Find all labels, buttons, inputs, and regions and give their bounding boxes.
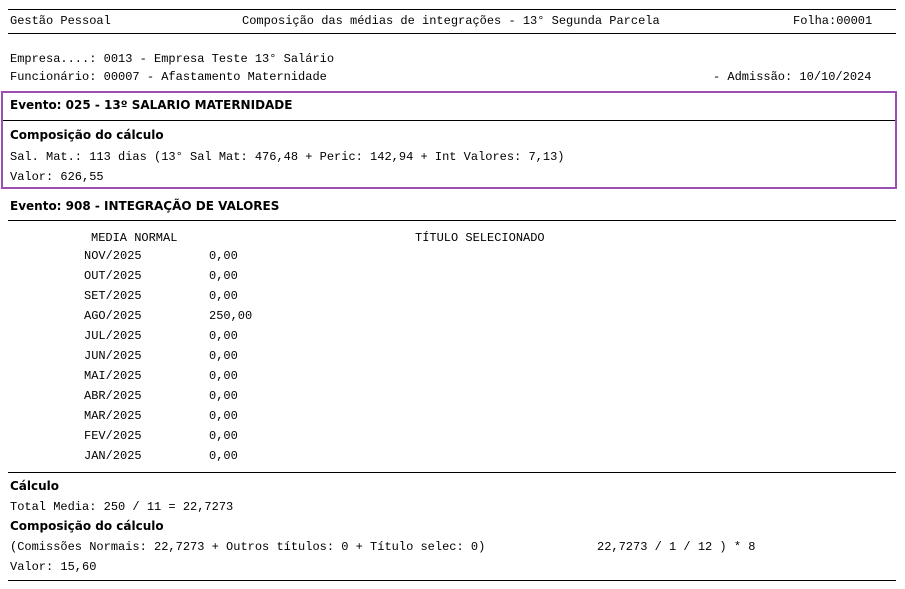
report-title: Composição das médias de integrações - 13° Segunda Parcela [242,14,660,28]
calculation-title: Cálculo [10,479,60,493]
month-label: MAI/2025 [84,369,142,383]
month-label: JUL/2025 [84,329,142,343]
admission-date: - Admissão: 10/10/2024 [713,70,872,84]
monthly-values-table [0,246,400,468]
event-908-title: Evento: 908 - INTEGRAÇÃO DE VALORES [10,199,280,213]
event-908-divider [8,220,896,221]
month-label: FEV/2025 [84,429,142,443]
event-908-value: Valor: 15,60 [10,560,97,574]
month-value: 0,00 [209,349,238,363]
month-value: 0,00 [209,389,238,403]
month-label: NOV/2025 [84,249,142,263]
header-top-rule [8,9,896,10]
month-label: MAR/2025 [84,409,142,423]
event-025-title: Evento: 025 - 13º SALARIO MATERNIDADE [10,98,293,112]
month-label: SET/2025 [84,289,142,303]
employee-line: Funcionário: 00007 - Afastamento Maternidade [10,70,327,84]
month-value: 0,00 [209,289,238,303]
month-value: 0,00 [209,429,238,443]
event-025-divider [3,120,895,121]
month-label: OUT/2025 [84,269,142,283]
event-025-value: Valor: 626,55 [10,170,104,184]
total-media-line: Total Media: 250 / 11 = 22,7273 [10,500,234,514]
month-value: 0,00 [209,269,238,283]
event-908-composition-detail: (Comissões Normais: 22,7273 + Outros títulos: 0 + Título selec: 0) [10,540,486,554]
month-value: 0,00 [209,449,238,463]
month-label: ABR/2025 [84,389,142,403]
calculation-divider [8,472,896,473]
event-025-composition-title: Composição do cálculo [10,128,164,142]
event-025-detail: Sal. Mat.: 113 dias (13° Sal Mat: 476,48 + Peric: 142,94 + Int Valores: 7,13) [10,150,565,164]
footer-rule [8,580,896,581]
column-titulo-selecionado: TÍTULO SELECIONADO [415,231,545,245]
month-value: 0,00 [209,329,238,343]
event-908-composition-title: Composição do cálculo [10,519,164,533]
header-bottom-rule [8,33,896,34]
month-value: 0,00 [209,369,238,383]
month-label: JUN/2025 [84,349,142,363]
month-label: AGO/2025 [84,309,142,323]
month-label: JAN/2025 [84,449,142,463]
month-value: 250,00 [209,309,253,323]
month-value: 0,00 [209,249,238,263]
company-line: Empresa....: 0013 - Empresa Teste 13° Salário [10,52,335,66]
system-name: Gestão Pessoal [10,14,111,28]
page-number: Folha:00001 [793,14,873,28]
event-908-composition-formula: 22,7273 / 1 / 12 ) * 8 [597,540,756,554]
column-media-normal: MEDIA NORMAL [91,231,178,245]
month-value: 0,00 [209,409,238,423]
